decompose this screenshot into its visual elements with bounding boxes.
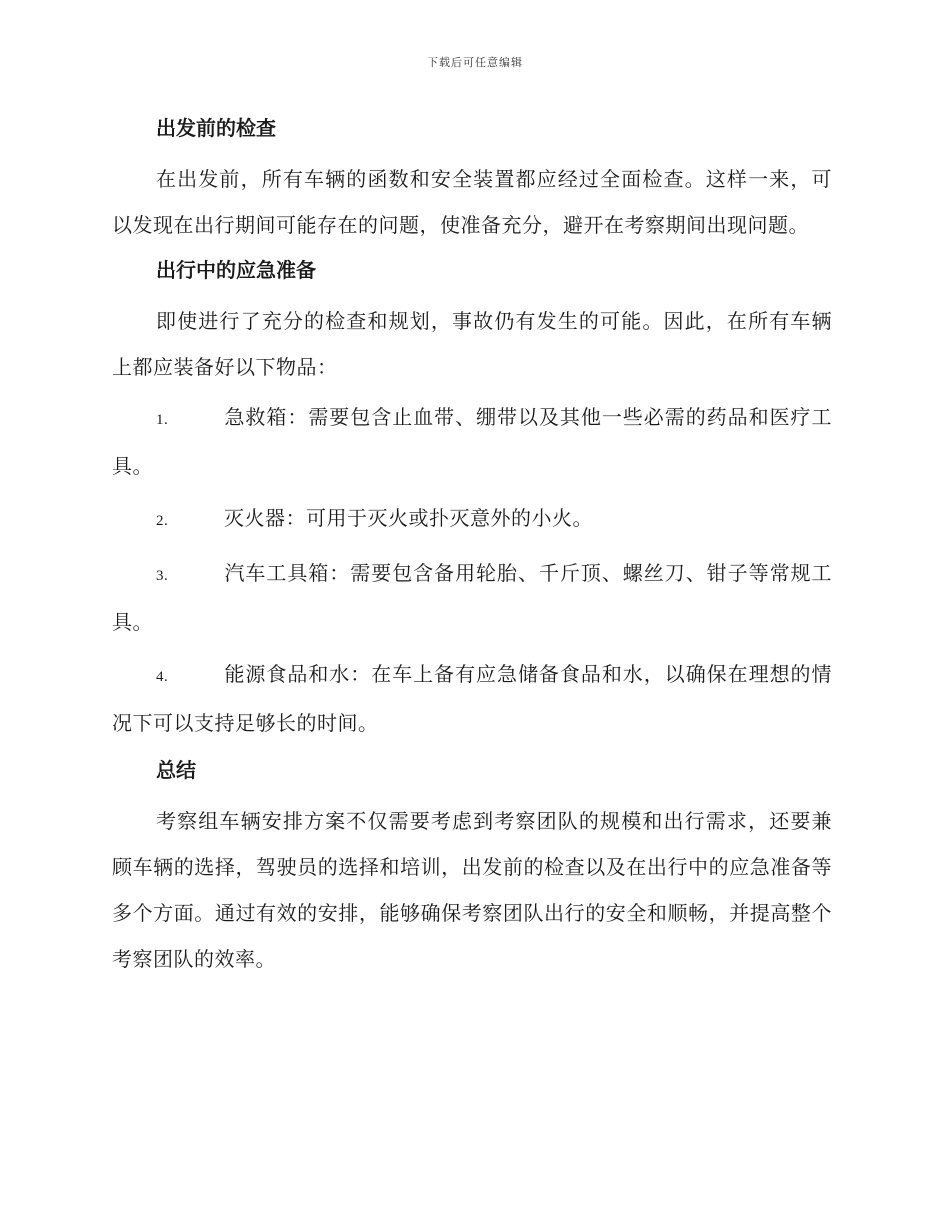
list-number: 4. [156, 669, 169, 685]
list-number: 3. [156, 568, 169, 584]
section-heading-emergency-preparation: 出行中的应急准备 [156, 258, 316, 282]
list-item-text: 急救箱：需要包含止血带、绷带以及其他一些必需的药品和医疗工具。 [112, 405, 832, 478]
paragraph-summary: 考察组车辆安排方案不仅需要考虑到考察团队的规模和出行需求，还要兼顾车辆的选择，驾驶员的选择和培训，出发前的检查以及在出行中的应急准备等多个方面。通过有效的安排，能够确保考察团队出行的安全和顺畅，并提高整个考察团队的效率。 [112, 809, 832, 971]
section-heading-pre-departure-check: 出发前的检查 [156, 116, 276, 140]
list-item-text: 能源食品和水：在车上备有应急储备食品和水，以确保在理想的情况下可以支持足够长的时间。 [112, 662, 832, 735]
list-item [112, 394, 832, 489]
document-body [112, 110, 832, 986]
list-item [112, 495, 832, 544]
paragraph-emergency-preparation: 即使进行了充分的检查和规划，事故仍有发生的可能。因此，在所有车辆上都应装备好以下物品： [112, 309, 832, 379]
list-number: 1. [156, 412, 169, 428]
page-header: 下载后可任意编辑 [427, 56, 523, 69]
section-heading-summary: 总结 [156, 758, 196, 782]
list-item [112, 550, 832, 645]
list-item-text: 汽车工具箱：需要包含备用轮胎、千斤顶、螺丝刀、钳子等常规工具。 [112, 561, 832, 634]
list-item [112, 651, 832, 746]
paragraph-pre-departure-check: 在出发前，所有车辆的函数和安全装置都应经过全面检查。这样一来，可以发现在出行期间可能存在的问题，使准备充分，避开在考察期间出现问题。 [112, 167, 832, 237]
list-item-text: 灭火器：可用于灭火或扑灭意外的小火。 [224, 506, 593, 530]
list-number: 2. [156, 513, 169, 529]
